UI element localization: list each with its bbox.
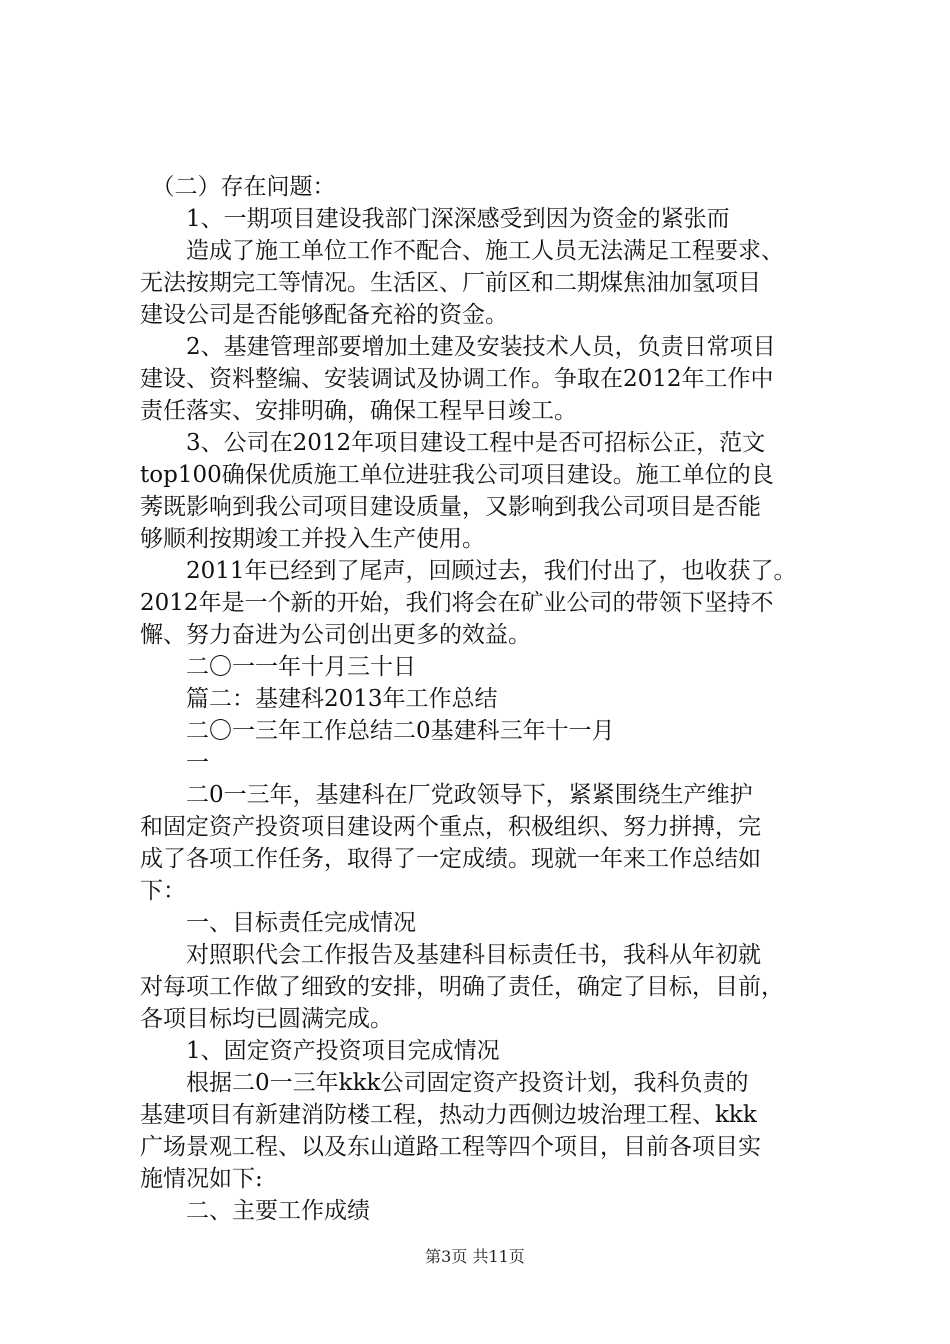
text-line: 2011年已经到了尾声，回顾过去，我们付出了，也收获了。 [140, 558, 797, 584]
text-line: 根据二0一三年kkk公司固定资产投资计划，我科负责的 [140, 1070, 749, 1096]
text-line: 对每项工作做了细致的安排，明确了责任，确定了目标，目前， [140, 974, 784, 1000]
text-line: 广场景观工程、以及东山道路工程等四个项目，目前各项目实 [140, 1134, 761, 1160]
text-line: 二〇一一年十月三十日 [140, 654, 416, 680]
text-line: 2、基建管理部要增加土建及安装技术人员，负责日常项目 [140, 334, 776, 360]
text-line: （二）存在问题： [140, 174, 336, 200]
text-line: 懈、努力奋进为公司创出更多的效益。 [140, 622, 531, 648]
text-line: 够顺利按期竣工并投入生产使用。 [140, 526, 485, 552]
text-line: 责任落实、安排明确，确保工程早日竣工。 [140, 398, 577, 424]
text-line: 下： [140, 878, 186, 904]
text-line: 无法按期完工等情况。生活区、厂前区和二期煤焦油加氢项目 [140, 270, 761, 296]
text-line: 各项目标均已圆满完成。 [140, 1006, 393, 1032]
text-line: 1、一期项目建设我部门深深感受到因为资金的紧张而 [140, 206, 730, 232]
text-line: 对照职代会工作报告及基建科目标责任书，我科从年初就 [140, 942, 761, 968]
text-line: 施情况如下: [140, 1166, 263, 1192]
text-line: 和固定资产投资项目建设两个重点，积极组织、努力拼搏，完 [140, 814, 761, 840]
text-line: 二〇一三年工作总结二0基建科三年十一月 [140, 718, 615, 744]
text-line: 2012年是一个新的开始，我们将会在矿业公司的带领下坚持不 [140, 590, 774, 616]
text-line: 篇二：基建科2013年工作总结 [140, 686, 498, 712]
text-line: 莠既影响到我公司项目建设质量，又影响到我公司项目是否能 [140, 494, 761, 520]
text-line: 一 [140, 750, 209, 776]
text-line: 造成了施工单位工作不配合、施工人员无法满足工程要求、 [140, 238, 784, 264]
text-line: 建设公司是否能够配备充裕的资金。 [140, 302, 508, 328]
text-line: 二、主要工作成绩 [140, 1198, 370, 1224]
text-line: 1、固定资产投资项目完成情况 [140, 1038, 500, 1064]
text-line: 建设、资料整编、安装调试及协调工作。争取在2012年工作中 [140, 366, 774, 392]
text-line: 二0一三年，基建科在厂党政领导下，紧紧围绕生产维护 [140, 782, 753, 808]
text-line: 一、目标责任完成情况 [140, 910, 416, 936]
text-line: 成了各项工作任务，取得了一定成绩。现就一年来工作总结如 [140, 846, 761, 872]
text-line: top100确保优质施工单位进驻我公司项目建设。施工单位的良 [140, 462, 774, 488]
text-line: 3、公司在2012年项目建设工程中是否可招标公正，范文 [140, 430, 766, 456]
page-footer: 第3页 共11页 [425, 1247, 525, 1266]
text-line: 基建项目有新建消防楼工程，热动力西侧边坡治理工程、kkk [140, 1102, 757, 1128]
